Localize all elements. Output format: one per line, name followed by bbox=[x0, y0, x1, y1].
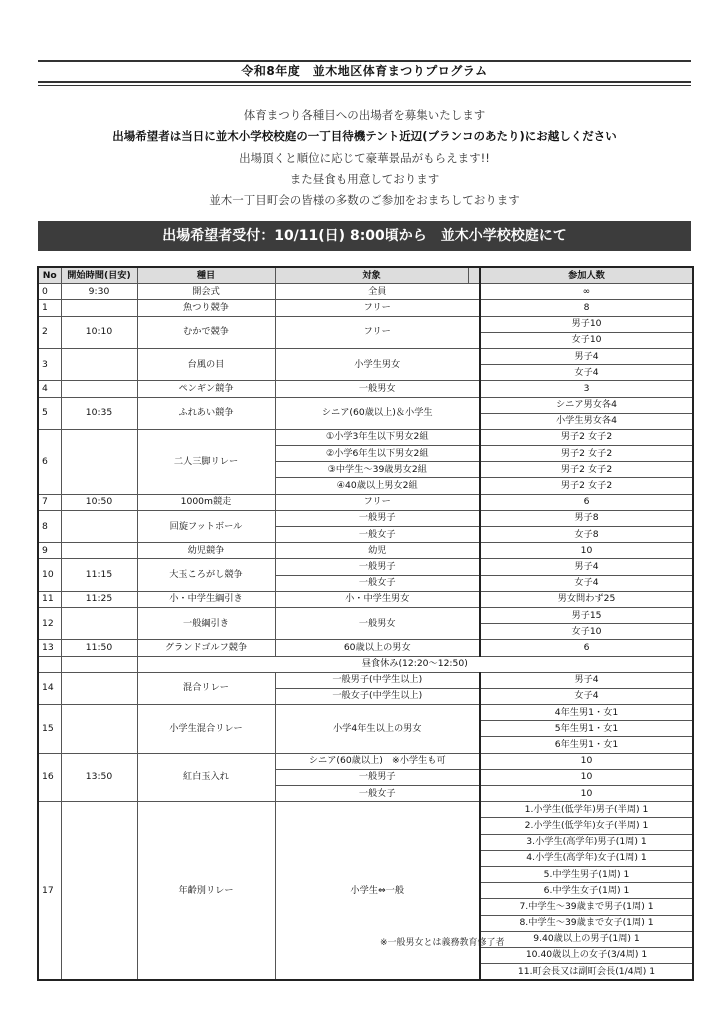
participant-count: 5.中学生男子(1周) 1 bbox=[480, 866, 693, 882]
participant-count: 11.町会長又は副町会長(1/4周) 1 bbox=[480, 964, 693, 981]
header-time: 開始時間(目安) bbox=[61, 267, 137, 284]
participant-count: 男子15 bbox=[480, 607, 693, 623]
table-row bbox=[38, 348, 693, 364]
participant-count: 男子10 bbox=[480, 316, 693, 332]
event-no: 7 bbox=[38, 494, 61, 510]
table-row bbox=[38, 381, 693, 397]
intro-line: 体育まつり各種目への出場者を募集いたします bbox=[243, 108, 486, 122]
start-time bbox=[61, 543, 137, 559]
page-title: 令和8年度 並木地区体育まつりプログラム bbox=[241, 64, 488, 78]
table-row bbox=[38, 672, 693, 688]
header-event: 種目 bbox=[137, 267, 275, 284]
event-target: 一般男女 bbox=[275, 381, 480, 397]
event-name: 幼児競争 bbox=[137, 543, 275, 559]
event-name: 一般綱引き bbox=[137, 607, 275, 639]
participant-count: 男子2 女子2 bbox=[480, 446, 693, 462]
event-target: 一般女子 bbox=[275, 527, 480, 543]
participant-count: 小学生男女各4 bbox=[480, 413, 693, 429]
participant-count: 9.40歳以上の男子(1周) 1 bbox=[480, 931, 693, 947]
start-time bbox=[61, 300, 137, 316]
lunch-break-row bbox=[38, 656, 693, 672]
table-row bbox=[38, 607, 693, 623]
event-target: 全員 bbox=[275, 284, 480, 300]
break-spacer bbox=[38, 656, 61, 672]
intro-line: 出場頂くと順位に応じて豪華景品がもらえます!! bbox=[239, 150, 490, 165]
break-spacer bbox=[61, 656, 137, 672]
event-target: ④40歳以上男女2組 bbox=[275, 478, 480, 494]
event-name: 回旋フットボール bbox=[137, 510, 275, 542]
participant-count: 8.中学生～39歳まで女子(1周) 1 bbox=[480, 915, 693, 931]
start-time bbox=[61, 672, 137, 704]
event-target: 小学生⇔一般 bbox=[275, 802, 480, 981]
event-target: シニア(60歳以上)＆小学生 bbox=[275, 397, 480, 429]
start-time: 11:25 bbox=[61, 591, 137, 607]
event-target: シニア(60歳以上) ※小学生も可 bbox=[275, 753, 480, 769]
start-time: 10:35 bbox=[61, 397, 137, 429]
participant-count: 2.小学生(低学年)女子(半周) 1 bbox=[480, 818, 693, 834]
table-row bbox=[38, 559, 693, 575]
event-no: 10 bbox=[38, 559, 61, 591]
event-no: 3 bbox=[38, 348, 61, 380]
table-row bbox=[38, 494, 693, 510]
intro-line: また昼食も用意しております bbox=[289, 171, 440, 186]
event-target: ②小学6年生以下男女2組 bbox=[275, 446, 480, 462]
event-name: 紅白玉入れ bbox=[137, 753, 275, 802]
participant-count: 6 bbox=[480, 494, 693, 510]
participant-count: 5年生男1・女1 bbox=[480, 721, 693, 737]
event-name: 混合リレー bbox=[137, 672, 275, 704]
start-time: 11:15 bbox=[61, 559, 137, 591]
participant-count: 10 bbox=[480, 786, 693, 802]
start-time bbox=[61, 381, 137, 397]
table-body bbox=[38, 284, 693, 981]
table-row bbox=[38, 397, 693, 413]
event-name: 小・中学生綱引き bbox=[137, 591, 275, 607]
table-row bbox=[38, 802, 693, 818]
event-name: 大玉ころがし競争 bbox=[137, 559, 275, 591]
event-no: 0 bbox=[38, 284, 61, 300]
participant-count: ∞ bbox=[480, 284, 693, 300]
event-target: 幼児 bbox=[275, 543, 480, 559]
start-time bbox=[61, 348, 137, 380]
table-row bbox=[38, 510, 693, 526]
start-time bbox=[61, 510, 137, 542]
title-rule-thick bbox=[38, 81, 691, 83]
start-time: 13:50 bbox=[61, 753, 137, 802]
participant-count: 10 bbox=[480, 753, 693, 769]
title-rule-thin bbox=[38, 85, 691, 86]
event-no: 17 bbox=[38, 802, 61, 981]
start-time bbox=[61, 802, 137, 981]
event-no: 9 bbox=[38, 543, 61, 559]
event-target: 一般女子 bbox=[275, 575, 480, 591]
event-target: 一般男子 bbox=[275, 559, 480, 575]
participant-count: 7.中学生～39歳まで男子(1周) 1 bbox=[480, 899, 693, 915]
event-name: ふれあい競争 bbox=[137, 397, 275, 429]
event-target: 一般女子(中学生以上) bbox=[275, 688, 480, 704]
header-no: No bbox=[38, 267, 61, 284]
intro-text bbox=[38, 105, 691, 211]
event-name: グランドゴルフ競争 bbox=[137, 640, 275, 656]
table-row bbox=[38, 753, 693, 769]
participant-count: 男子4 bbox=[480, 672, 693, 688]
event-no: 6 bbox=[38, 429, 61, 494]
event-target: フリー bbox=[275, 494, 480, 510]
event-name: 開会式 bbox=[137, 284, 275, 300]
participant-count: 8 bbox=[480, 300, 693, 316]
participant-count: 10 bbox=[480, 543, 693, 559]
participant-count: 男子4 bbox=[480, 348, 693, 364]
table-row bbox=[38, 316, 693, 332]
event-target: フリー bbox=[275, 316, 480, 348]
event-no: 4 bbox=[38, 381, 61, 397]
participant-count: 6 bbox=[480, 640, 693, 656]
event-no: 11 bbox=[38, 591, 61, 607]
participant-count: 女子8 bbox=[480, 527, 693, 543]
event-no: 5 bbox=[38, 397, 61, 429]
event-target: 一般男子 bbox=[275, 769, 480, 785]
participant-count: 女子10 bbox=[480, 624, 693, 640]
event-no: 15 bbox=[38, 705, 61, 754]
event-target: フリー bbox=[275, 300, 480, 316]
table-row bbox=[38, 284, 693, 300]
intro-line-bold: 出場希望者は当日に並木小学校校庭の一丁目待機テント近辺(ブランコのあたり)にお越しください bbox=[112, 129, 617, 144]
event-name: 二人三脚リレー bbox=[137, 429, 275, 494]
participant-count: 男女問わず25 bbox=[480, 591, 693, 607]
event-name: 魚つり競争 bbox=[137, 300, 275, 316]
event-target: 小学生男女 bbox=[275, 348, 480, 380]
event-target: 小学4年生以上の男女 bbox=[275, 705, 480, 754]
table-row bbox=[38, 300, 693, 316]
table-row bbox=[38, 591, 693, 607]
event-target: ①小学3年生以下男女2組 bbox=[275, 429, 480, 445]
participant-count: シニア男女各4 bbox=[480, 397, 693, 413]
participant-count: 女子10 bbox=[480, 332, 693, 348]
event-target: 一般男子 bbox=[275, 510, 480, 526]
event-name: 1000m競走 bbox=[137, 494, 275, 510]
table-header-row bbox=[38, 267, 693, 284]
header-target: 対象 bbox=[275, 267, 468, 284]
event-no: 16 bbox=[38, 753, 61, 802]
participant-count: 男子2 女子2 bbox=[480, 429, 693, 445]
start-time: 9:30 bbox=[61, 284, 137, 300]
lunch-break-label: 昼食休み(12:20～12:50) bbox=[137, 656, 693, 672]
participant-count: 女子4 bbox=[480, 575, 693, 591]
program-table bbox=[37, 266, 694, 981]
event-no: 12 bbox=[38, 607, 61, 639]
start-time: 11:50 bbox=[61, 640, 137, 656]
event-target: 一般女子 bbox=[275, 786, 480, 802]
event-no: 1 bbox=[38, 300, 61, 316]
start-time bbox=[61, 705, 137, 754]
event-target: 一般男女 bbox=[275, 607, 480, 639]
event-target: 小・中学生男女 bbox=[275, 591, 480, 607]
event-name: 小学生混合リレー bbox=[137, 705, 275, 754]
footnote: ※一般男女とは義務教育修了者 bbox=[380, 938, 505, 948]
participant-count: 女子4 bbox=[480, 365, 693, 381]
event-no: 2 bbox=[38, 316, 61, 348]
participant-count: 男子2 女子2 bbox=[480, 462, 693, 478]
event-target: ③中学生～39歳男女2組 bbox=[275, 462, 480, 478]
intro-line: 並木一丁目町会の皆様の多数のご参加をおまちしております bbox=[209, 193, 520, 208]
registration-banner: 出場希望者受付：10/11(日) 8:00頃から 並木小学校校庭にて bbox=[38, 221, 691, 251]
event-no: 14 bbox=[38, 672, 61, 704]
participant-count: 男子4 bbox=[480, 559, 693, 575]
event-target: 一般男子(中学生以上) bbox=[275, 672, 480, 688]
header-spacer bbox=[468, 267, 480, 284]
table-row bbox=[38, 543, 693, 559]
participant-count: 男子2 女子2 bbox=[480, 478, 693, 494]
event-no: 13 bbox=[38, 640, 61, 656]
participant-count: 4年生男1・女1 bbox=[480, 705, 693, 721]
table-row bbox=[38, 705, 693, 721]
start-time bbox=[61, 429, 137, 494]
participant-count: 4.小学生(高学年)女子(1周) 1 bbox=[480, 850, 693, 866]
start-time bbox=[61, 607, 137, 639]
event-name: ペンギン競争 bbox=[137, 381, 275, 397]
header-count: 参加人数 bbox=[480, 267, 693, 284]
participant-count: 10 bbox=[480, 769, 693, 785]
table-row bbox=[38, 640, 693, 656]
participant-count: 1.小学生(低学年)男子(半周) 1 bbox=[480, 802, 693, 818]
event-name: むかで競争 bbox=[137, 316, 275, 348]
participant-count: 女子4 bbox=[480, 688, 693, 704]
participant-count: 6.中学生女子(1周) 1 bbox=[480, 883, 693, 899]
event-name: 台風の目 bbox=[137, 348, 275, 380]
table-row bbox=[38, 429, 693, 445]
start-time: 10:10 bbox=[61, 316, 137, 348]
participant-count: 3.小学生(高学年)男子(1周) 1 bbox=[480, 834, 693, 850]
participant-count: 3 bbox=[480, 381, 693, 397]
event-no: 8 bbox=[38, 510, 61, 542]
participant-count: 6年生男1・女1 bbox=[480, 737, 693, 753]
participant-count: 男子8 bbox=[480, 510, 693, 526]
participant-count: 10.40歳以上の女子(3/4周) 1 bbox=[480, 947, 693, 963]
start-time: 10:50 bbox=[61, 494, 137, 510]
event-name: 年齢別リレー bbox=[137, 802, 275, 981]
event-target: 60歳以上の男女 bbox=[275, 640, 480, 656]
